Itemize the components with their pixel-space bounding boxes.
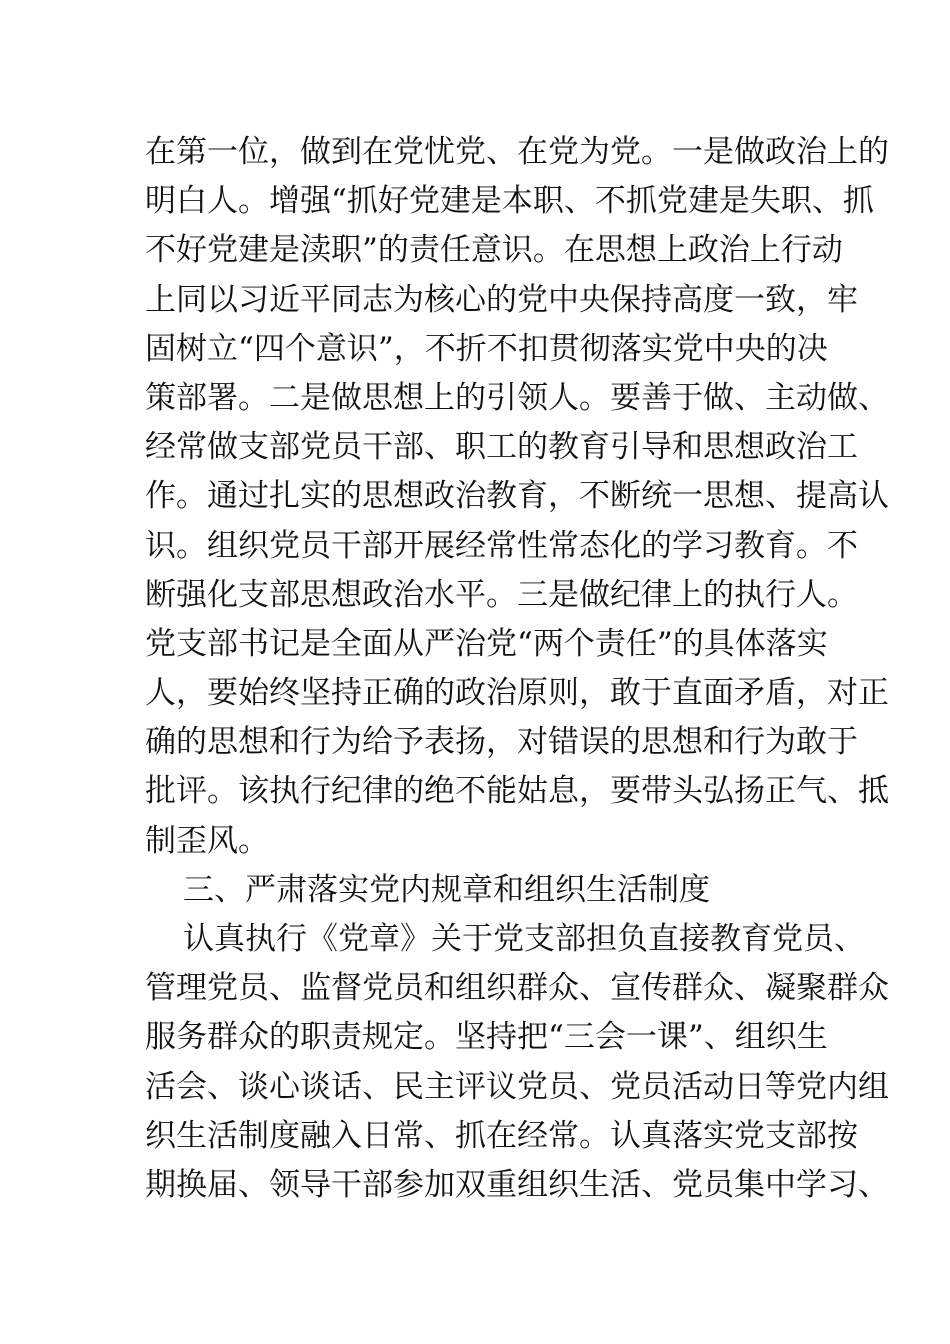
text-line: 上同以习近平同志为核心的党中央保持高度一致，牢: [145, 281, 858, 318]
document-body: [145, 128, 889, 1210]
text-line: 在第一位，做到在党忧党、在党为党。一是做政治上的: [145, 134, 889, 170]
text-line: 织生活制度融入日常、抓在经常。认真落实党支部按: [145, 1117, 858, 1154]
text-line: 作。通过扎实的思想政治教育，不断统一思想、提高认: [145, 478, 889, 515]
text-line: 党支部书记是全面从严治党“两个责任”的具体落实: [145, 625, 828, 662]
section-heading: 三、严肃落实党内规章和组织生活制度: [183, 871, 710, 908]
text-line: 制歪风。: [145, 822, 269, 859]
text-line: 识。组织党员干部开展经常性常态化的学习教育。不: [145, 527, 858, 564]
text-line: 期换届、领导干部参加双重组织生活、党员集中学习、: [145, 1166, 889, 1203]
text-line: 管理党员、监督党员和组织群众、宣传群众、凝聚群众: [145, 970, 889, 1007]
text-line: 人，要始终坚持正确的政治原则，敢于直面矛盾，对正: [145, 675, 889, 712]
text-line: 策部署。二是做思想上的引领人。要善于做、主动做、: [145, 379, 889, 416]
text-line: 固树立“四个意识”，不折不扣贯彻落实党中央的决: [145, 330, 828, 367]
text-line: 断强化支部思想政治水平。三是做纪律上的执行人。: [145, 576, 858, 613]
text-line: 认真执行《党章》关于党支部担负直接教育党员、: [183, 921, 865, 957]
text-line: 确的思想和行为给予表扬，对错误的思想和行为敢于: [145, 724, 858, 761]
text-line: 经常做支部党员干部、职工的教育引导和思想政治工: [145, 429, 858, 466]
text-line: 服务群众的职责规定。坚持把“三会一课”、组织生: [145, 1019, 828, 1056]
text-line: 批评。该执行纪律的绝不能姑息，要带头弘扬正气、抵: [145, 773, 889, 810]
text-line: 不好党建是渎职”的责任意识。在思想上政治上行动: [145, 232, 843, 269]
text-line: 明白人。增强“抓好党建是本职、不抓党建是失职、抓: [145, 183, 874, 220]
text-line: 活会、谈心谈话、民主评议党员、党员活动日等党内组: [145, 1068, 889, 1105]
